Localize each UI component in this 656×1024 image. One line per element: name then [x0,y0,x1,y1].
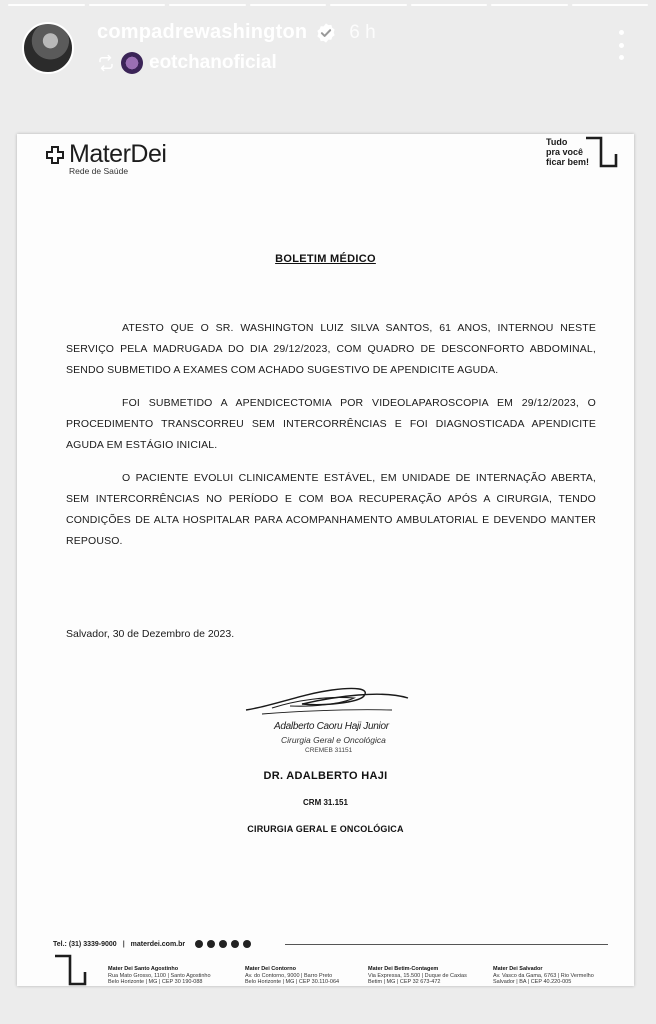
paragraph-procedure: FOI SUBMETIDO A APENDICECTOMIA POR VIDEOLAPAROSCOPIA EM 29/12/2023, O PROCEDIMENTO TRANSCORREU SEM INTERCORRÊNCIAS E FOI DIAGNOSTICADA APENDICITE AGUDA EM ESTÁGIO INICIAL. [66,397,596,451]
signature-scribble [242,676,412,721]
progress-segment [411,4,488,6]
progress-segment [330,4,407,6]
unit-name: Mater Dei Santo Agostinho [108,966,179,972]
more-dot [619,30,624,35]
signature-crm: CREMEB 31151 [305,747,353,754]
social-icon [243,940,251,948]
tagline-line: pra você [546,147,584,157]
progress-segment [250,4,327,6]
paragraph-evolution: O PACIENTE EVOLUI CLINICAMENTE ESTÁVEL, EM UNIDADE DE INTERNAÇÃO ABERTA, SEM INTERCORRÊNCIAS NO PERÍODO E COM BOA RECUPERAÇÃO APÓS A CIRURGIA, TENDO CONDIÇÕES DE ALTA HOSPITALAR PARA ACOMPANHAMENTO AMBULATORIAL E DEVENDO MANTER REPOUSO. [66,472,596,547]
more-dot [619,43,624,48]
doctor-specialty: CIRURGIA GERAL E ONCOLÓGICA [247,824,404,834]
medical-bulletin-document [17,134,634,986]
tagline-line: Tudo [546,137,568,147]
footer-separator: | [122,940,125,948]
social-icons [195,940,251,948]
footer-brand-mark-icon [53,954,87,988]
title-text: BOLETIM MÉDICO [275,253,376,265]
signature-name: Adalberto Caoru Haji Junior [274,721,389,732]
unit-name: Mater Dei Contorno [245,966,297,972]
social-icon [195,940,203,948]
unit-line: Salvador | BA | CEP 40.220-005 [493,979,572,985]
progress-segment [491,4,568,6]
footer-divider [285,944,608,945]
plus-icon [45,145,65,165]
progress-segment [8,4,85,6]
progress-segment [89,4,166,6]
signature-role: Cirurgia Geral e Oncológica [281,735,386,745]
materdei-logo [45,140,166,176]
unit-name: Mater Dei Salvador [493,966,543,972]
social-icon [231,940,239,948]
social-icon [219,940,227,948]
story-user-row [97,21,376,44]
unit-line: Av. Vasco da Gama, 6763 | Rio Vermelho [493,972,594,979]
unit-line: Av. do Contorno, 9000 | Barro Preto [245,972,333,979]
user-avatar[interactable] [22,22,74,74]
collab-row [97,52,277,74]
footer-phone: Tel.: (31) 3339-9000 [53,940,117,948]
document-title [17,249,634,267]
tagline-line: ficar bem! [546,157,590,167]
brand-mark-icon [584,136,618,170]
footer-site: materdei.com.br [130,940,186,948]
paragraph-admission: ATESTO QUE O SR. WASHINGTON LUIZ SILVA SANTOS, 61 ANOS, INTERNOU NESTE SERVIÇO PELA MADRUGADA DO DIA 29/12/2023, COM QUADRO DE DESCONFORTO ABDOMINAL, SENDO SUBMETIDO A EXAMES COM ACHADO SUGESTIVO DE APENDICITE AGUDA. [66,322,596,376]
footer-unit [108,966,211,986]
doctor-name: DR. ADALBERTO HAJI [263,770,388,782]
progress-segment [169,4,246,6]
repost-icon [97,54,115,72]
unit-line: Rua Mato Grosso, 1100 | Santo Agostinho [108,972,211,979]
social-icon [207,940,215,948]
more-icon[interactable] [616,30,626,60]
unit-line: Via Expressa, 15.500 | Duque de Caxias [368,972,467,979]
collab-username[interactable]: eotchanoficial [149,52,277,73]
unit-line: Betim | MG | CEP 32 673-472 [368,979,441,985]
footer-contact [53,940,251,948]
unit-line: Belo Horizonte | MG | CEP 30.110-064 [245,979,340,985]
unit-line: Belo Horizonte | MG | CEP 30 190-088 [108,979,203,985]
unit-name: Mater Dei Betim-Contagem [368,966,439,972]
footer-unit [368,966,467,986]
more-dot [619,55,624,60]
footer-unit [493,966,594,986]
tagline [546,137,589,167]
collab-avatar[interactable] [121,52,143,74]
brand-subtitle: Rede de Saúde [69,166,129,176]
progress-segment [572,4,649,6]
place-date: Salvador, 30 de Dezembro de 2023. [66,628,235,640]
post-time: 6 h [349,21,376,43]
verified-icon [315,22,337,44]
footer-unit [245,966,339,986]
brand-name: MaterDei [69,140,167,168]
story-progress-bar [8,4,648,6]
doctor-crm: CRM 31.151 [303,798,348,807]
username[interactable]: compadrewashington [97,21,308,43]
